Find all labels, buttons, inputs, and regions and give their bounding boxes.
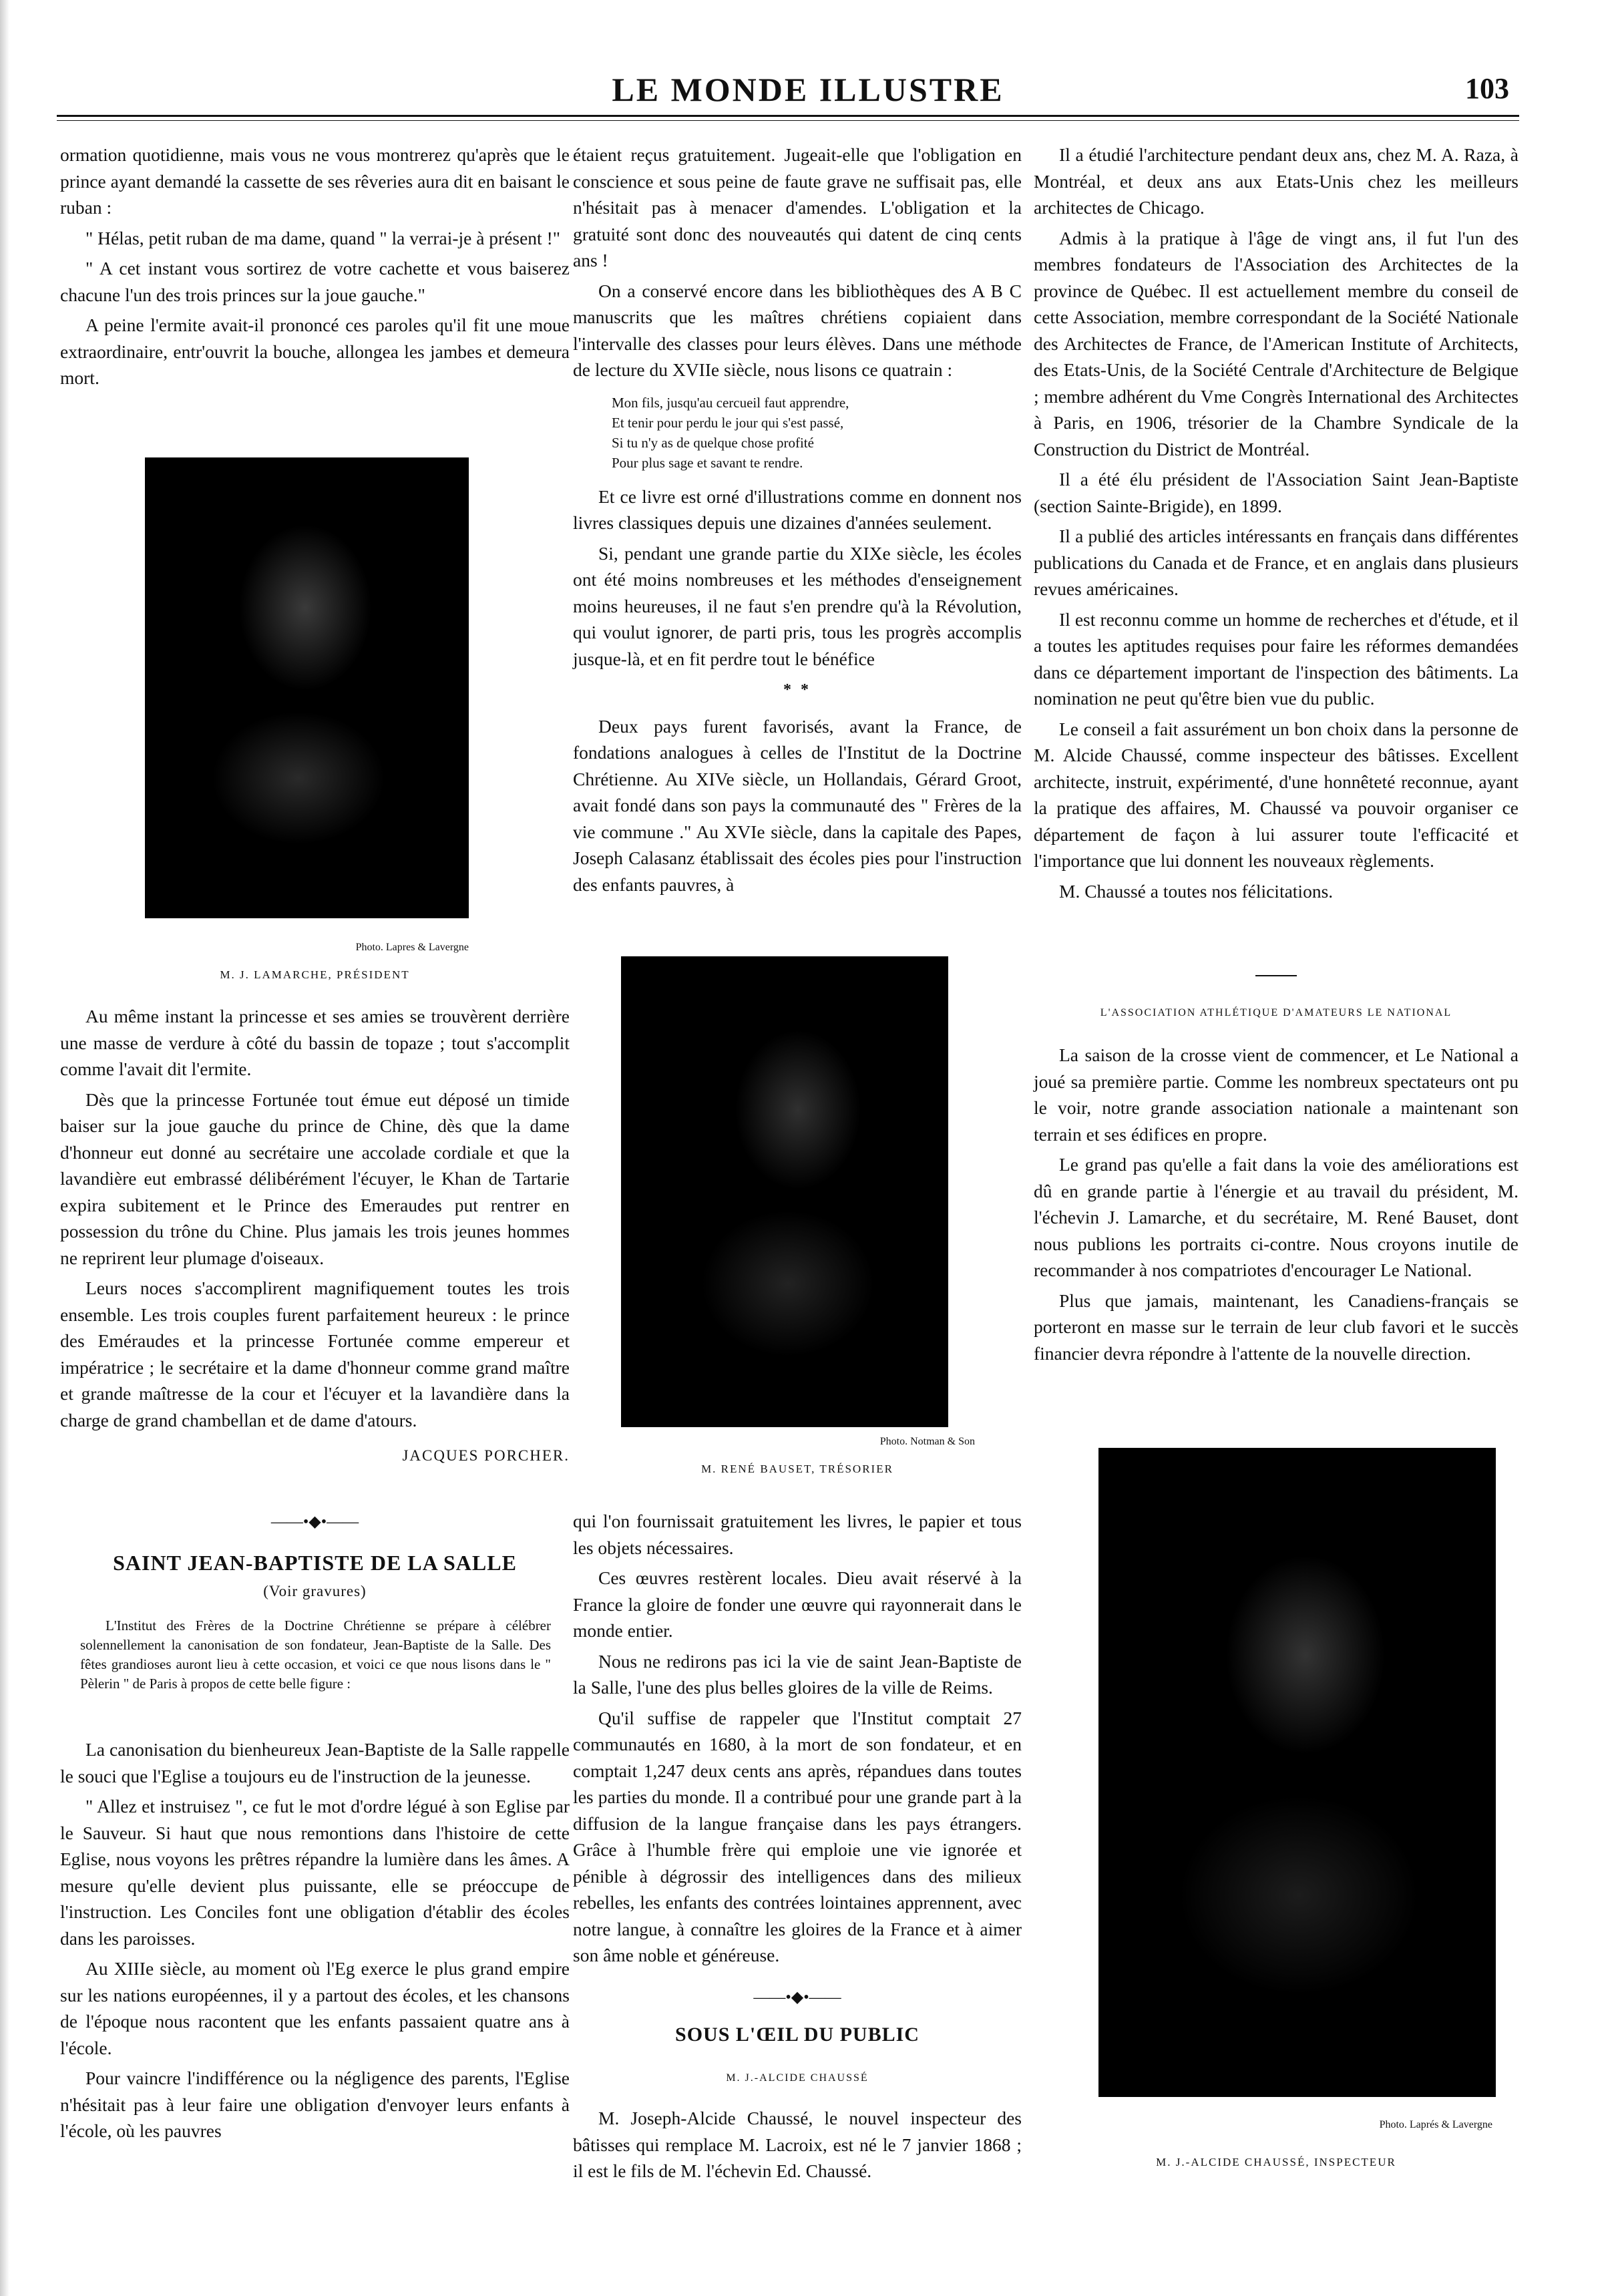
page-number: 103	[1465, 72, 1509, 105]
article-paragraph: Il est reconnu comme un homme de recherches et d'étude, et il a toutes les aptitudes requises pour faire les réformes demandées dans ce département important de l'inspection des bâtiments. La nomination ne peut qu'être bien vue du public.	[1034, 608, 1519, 709]
column-1-middle	[60, 1003, 570, 1469]
section-subtitle: M. J.-ALCIDE CHAUSSÉ	[726, 2072, 869, 2084]
section-ornament: ——•◆•——	[753, 1989, 841, 2006]
article-paragraph: Pour vaincre l'indifférence ou la négligence des parents, l'Eglise n'hésitait pas à leur faire une obligation d'envoyer leurs enfants à l'école, où les pauvres	[60, 2068, 570, 2141]
portrait-photo-chausse	[1098, 1448, 1496, 2097]
article-paragraph: " Allez et instruisez ", ce fut le mot d'ordre légué à son Eglise par le Sauveur. Si haut que nous remontions dans l'histoire de cette Eglise, nous voyons les prêtres répandre la lumière dans les âmes. A mesure qu'elle devient plus puissante, elle se préoccupe de l'instruction. Les Conciles font une obligation d'établir des écoles dans les paroisses.	[60, 1796, 570, 1949]
article-paragraph: Il a étudié l'architecture pendant deux ans, chez M. A. Raza, à Montréal, et deux ans aux Etats-Unis chez les meilleurs architectes de Chicago.	[1034, 144, 1519, 218]
column-2-end	[573, 2105, 1022, 2188]
portrait-photo-bauset	[621, 956, 948, 1427]
author-signature: JACQUES PORCHER.	[402, 1447, 570, 1464]
article-paragraph: ormation quotidienne, mais vous ne vous montrerez qu'après que le prince ayant demandé la cassette de ses rêveries aura dit en baisant le ruban :	[60, 144, 570, 218]
article-paragraph: Il a publié des articles intéressants en français dans différentes publications du Canada et de France, et en anglais dans plusieurs revues américaines.	[1034, 526, 1519, 599]
column-3-top	[1034, 142, 1519, 908]
article-paragraph: Le conseil a fait assurément un bon choix dans la personne de M. Alcide Chaussé, comme inspecteur des bâtisses. Excellent architecte, instruit, expérimenté, d'une honnêteté reconnue, ayant la pratique des affaires, M. Chaussé va pouvoir organiser ce département de façon à lui assurer toute l'efficacité et l'importance que lui donnent les nouveaux règlements.	[1034, 718, 1519, 871]
article-paragraph: Nous ne redirons pas ici la vie de saint Jean-Baptiste de la Salle, l'une des plus belles gloires de la ville de Reims.	[573, 1650, 1022, 1698]
article-paragraph: Il a été élu président de l'Association Saint Jean-Baptiste (section Sainte-Brigide), en 1899.	[1034, 469, 1519, 516]
article-paragraph: " Hélas, petit ruban de ma dame, quand " la verrai-je à présent !"	[85, 227, 560, 248]
article-paragraph: A peine l'ermite avait-il prononcé ces paroles qu'il fit une moue extraordinaire, entr'ouvrit la bouche, allongea les jambes et demeura mort.	[60, 315, 570, 388]
photo-credit: Photo. Lapres & Lavergne	[355, 942, 469, 953]
article-paragraph: Admis à la pratique à l'âge de vingt ans, il fut l'un des membres fondateurs de l'Association des Architectes de la province de Québec. Il est actuellement membre du conseil de cette Association, membre correspondant de la Société Nationale des Architectes de France, de l'American Institute of Architects, des Etats-Unis, de la Société Centrale d'Architecture de Belgique ; membre adhérent du Vme Congrès International des Architectes à Paris, en 1906, trésorier de la Chambre Syndicale de la Construction du District de Montréal.	[1034, 227, 1519, 459]
article-paragraph: Leurs noces s'accomplirent magnifiquement toutes les trois ensemble. Les trois couples furent parfaitement heureux : le prince des Eméraudes et la princesse Fortunée comme empereur et impératrice ; le secrétaire et la dame d'honneur comme grand maître et grande maîtresse de la cour et l'écuyer et la lavandière dans la charge de grand chambellan et de dame d'atours.	[60, 1278, 570, 1430]
section-subtitle: (Voir gravures)	[263, 1583, 367, 1599]
column-1-bottom	[60, 1736, 570, 2148]
verse-line: Mon fils, jusqu'au cercueil faut apprendre,	[612, 394, 849, 411]
article-paragraph: M. Joseph-Alcide Chaussé, le nouvel inspecteur des bâtisses qui remplace M. Lacroix, est né le 7 janvier 1868 ; il est le fils de M. l'échevin Ed. Chaussé.	[573, 2108, 1022, 2181]
article-paragraph: M. Chaussé a toutes nos félicitations.	[1059, 880, 1334, 902]
column-1-top	[60, 142, 570, 395]
photo-credit: Photo. Laprés & Lavergne	[1379, 2119, 1492, 2130]
article-paragraph: Ces œuvres restèrent locales. Dieu avait réservé à la France la gloire de fonder une œuvre qui rayonnerait dans le monde entier.	[573, 1567, 1022, 1641]
column-1-intro	[80, 1616, 551, 1698]
verse-line: Si tu n'y as de quelque chose profité	[612, 434, 814, 451]
article-paragraph: étaient reçus gratuitement. Jugeait-elle que l'obligation en conscience et sous peine de faute grave ne suffisait pas, elle n'hésitait pas à menacer d'amendes. L'obligation et la gratuité sont donc des nouveautés qui datent de cinq cents ans !	[573, 144, 1022, 270]
section-subtitle: L'ASSOCIATION ATHLÉTIQUE D'AMATEURS LE NATIONAL	[1100, 1007, 1452, 1018]
photo-caption: M. RENÉ BAUSET, TRÉSORIER	[701, 1463, 893, 1475]
quatrain	[612, 393, 1022, 473]
article-paragraph: Le grand pas qu'elle a fait dans la voie des améliorations est dû en grande partie à l'énergie et au travail du président, M. l'échevin J. Lamarche, et du secrétaire, M. René Bauset, dont nous publions les portraits ci-contre. Nous croyons inutile de recommander à nos compatriotes d'encourager Le National.	[1034, 1154, 1519, 1280]
article-paragraph: Deux pays furent favorisés, avant la France, de fondations analogues à celles de l'Institut de la Doctrine Chrétienne. Au XIVe siècle, un Hollandais, Gérard Groot, avait fondé dans son pays la communauté des " Frères de la vie commune ." Au XVIe siècle, dans la capitale des Papes, Joseph Calasanz établissait des écoles pies pour l'instruction des enfants pauvres, à	[573, 715, 1022, 895]
article-paragraph: La canonisation du bienheureux Jean-Baptiste de la Salle rappelle le souci que l'Eglise a toujours eu de l'instruction de la jeunesse.	[60, 1739, 570, 1786]
column-3-middle	[1034, 1042, 1519, 1370]
portrait-photo-lamarche	[145, 457, 469, 918]
photo-caption: M. J. LAMARCHE, PRÉSIDENT	[220, 968, 410, 981]
masthead	[0, 70, 1616, 110]
article-paragraph: Dès que la princesse Fortunée tout émue eut déposé un timide baiser sur la joue gauche du prince de Chine, dès que la dame d'honneur eut donné au secrétaire une accolade cordiale et que la lavandière eut embrassé délibérément l'écuyer, le Khan de Tartarie expira subitement et le Prince des Emeraudes put rentrer en possession du trône du Chine. Plus jamais les trois jeunes hommes ne reprirent leur plumage d'oiseaux.	[60, 1089, 570, 1268]
article-paragraph: Si, pendant une grande partie du XIXe siècle, les écoles ont été moins nombreuses et les méthodes d'enseignement moins heureuses, il ne faut s'en prendre qu'à la Révolution, qui voulut ignorer, de parti pris, tous les progrès accomplis jusque-là, et en fit perdre tout le bénéfice	[573, 542, 1022, 669]
section-stars: * *	[783, 681, 811, 699]
divider-rule	[1255, 975, 1297, 976]
newspaper-title: LE MONDE ILLUSTRE	[612, 71, 1004, 108]
intro-paragraph: L'Institut des Frères de la Doctrine Chrétienne se prépare à célébrer solennellement la canonisation de son fondateur, Jean-Baptiste de la Salle. Des fêtes grandioses auront lieu à cette occasion, et voici ce que nous lisons dans le " Pèlerin " de Paris à propos de cette belle figure :	[80, 1617, 551, 1692]
article-paragraph: Et ce livre est orné d'illustrations comme en donnent nos livres classiques depuis une dizaines d'années seulement.	[573, 486, 1022, 533]
article-paragraph: Plus que jamais, maintenant, les Canadiens-français se porteront en masse sur le terrain de leur club favori et le succès financier devra répondre à l'attente de la nouvelle direction.	[1034, 1290, 1519, 1364]
section-title: SOUS L'ŒIL DU PUBLIC	[675, 2024, 920, 2046]
verse-line: Pour plus sage et savant te rendre.	[612, 454, 803, 471]
column-2-bottom	[573, 1508, 1022, 1973]
article-paragraph: qui l'on fournissait gratuitement les livres, le papier et tous les objets nécessaires.	[573, 1511, 1022, 1558]
article-paragraph: Au XIIIe siècle, au moment où l'Eg exerce le plus grand empire sur les nations européennes, il y a partout des écoles, et les chansons de l'époque nous racontent que les enfants passaient quatre ans à l'école.	[60, 1958, 570, 2058]
column-2-top	[573, 142, 1022, 902]
header-rule-thin	[57, 120, 1519, 121]
article-paragraph: Qu'il suffise de rappeler que l'Institut comptait 27 communautés en 1680, à la mort de son fondateur, et en comptait 1,247 deux cents ans après, répandues dans toutes les parties du monde. Il a contribué pour une grande part à la diffusion de la langue française dans les pays étrangers. Grâce à l'humble frère qui emploie une vie ignorée et pénible à dégrossir des intelligences dans des milieux rebelles, les enfants des contrées lointaines apprennent, avec notre langue, à connaître les gloires de la France et à aimer son âme noble et généreuse.	[573, 1707, 1022, 1965]
page-spine-shadow	[0, 0, 9, 2296]
photo-caption: M. J.-ALCIDE CHAUSSÉ, INSPECTEUR	[1156, 2156, 1396, 2168]
article-paragraph: Au même instant la princesse et ses amies se trouvèrent derrière une masse de verdure à côté du bassin de topaze ; tout s'accomplit comme l'avait dit l'ermite.	[60, 1006, 570, 1079]
article-paragraph: On a conservé encore dans les bibliothèques des A B C manuscrits que les maîtres chrétiens copiaient dans l'intervalle des classes pour leurs élèves. Dans une méthode de lecture du XVIIe siècle, nous lisons ce quatrain :	[573, 280, 1022, 380]
header-rule	[57, 115, 1519, 117]
verse-line: Et tenir pour perdu le jour qui s'est passé,	[612, 414, 844, 431]
section-ornament: ——•◆•——	[270, 1513, 359, 1531]
article-paragraph: " A cet instant vous sortirez de votre cachette et vous baiserez chacune l'un des trois princes sur la joue gauche."	[60, 258, 570, 305]
article-paragraph: La saison de la crosse vient de commencer, et Le National a joué sa première partie. Comme les nombreux spectateurs ont pu le voir, notre grande association nationale a maintenant son terrain et ses édifices en propre.	[1034, 1044, 1519, 1145]
photo-credit: Photo. Notman & Son	[879, 1436, 975, 1447]
section-title: SAINT JEAN-BAPTISTE DE LA SALLE	[113, 1551, 517, 1575]
